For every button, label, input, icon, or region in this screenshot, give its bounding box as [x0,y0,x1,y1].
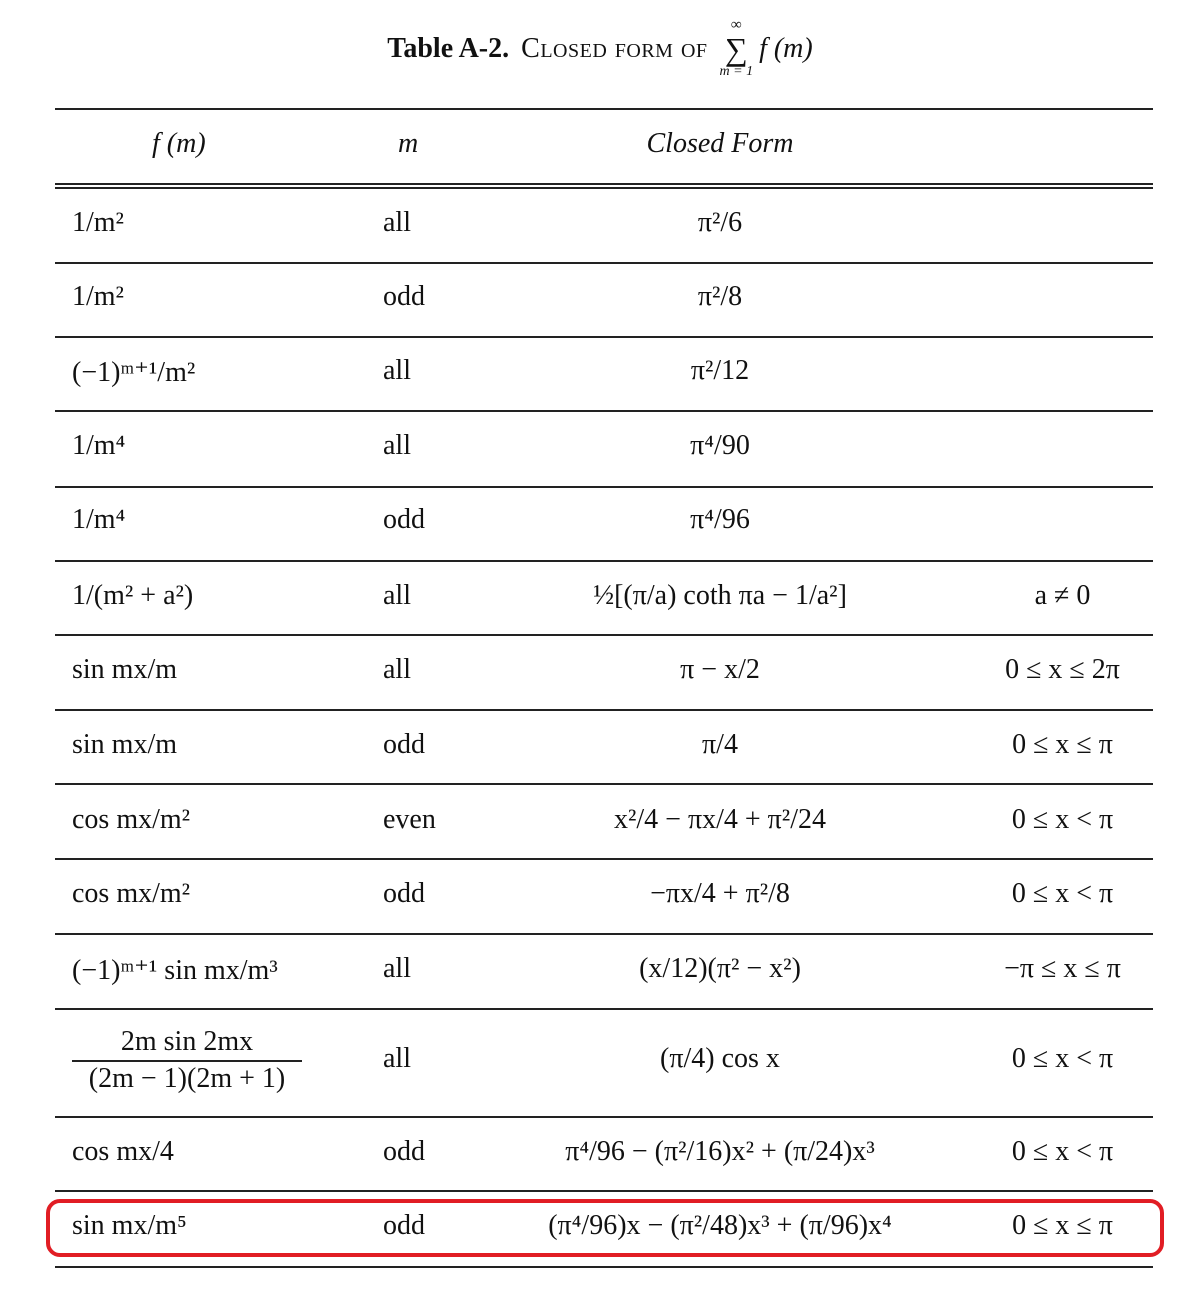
row-8-m: odd [383,729,425,760]
sigma-icon: ∑ [724,31,748,67]
row-9-m: even [383,804,436,835]
row-14-range: 0 ≤ x ≤ π [1012,1210,1113,1241]
row-13-range: 0 ≤ x < π [1011,1136,1114,1167]
row-9-f: cos mx/m² [72,804,191,835]
row-divider [55,858,1153,860]
row-5-closed-form: π⁴/96 [690,504,750,535]
row-10-m: odd [383,878,425,909]
row-6-closed-form: ½[(π/a) coth πa − 1/a²] [593,580,847,611]
row-12-f-denominator: (2m − 1)(2m + 1) [88,1063,286,1094]
top-rule [55,108,1153,110]
row-12-f-numerator: 2m sin 2mx [72,1026,302,1062]
header-m: m [398,128,419,159]
row-divider [55,634,1153,636]
row-divider [55,709,1153,711]
row-13-m: odd [383,1136,425,1167]
row-13-f: cos mx/4 [72,1136,174,1167]
row-1-closed-form: π²/6 [697,207,743,238]
summation-lower-limit: m = 1 [719,64,754,79]
row-11-m: all [383,953,411,984]
row-1-f: 1/m² [72,207,124,238]
row-6-range: a ≠ 0 [1034,580,1091,611]
row-5-m: odd [383,504,425,535]
row-7-closed-form: π − x/2 [680,654,760,685]
row-7-f: sin mx/m [72,654,178,685]
row-8-range: 0 ≤ x ≤ π [1012,729,1113,760]
row-4-m: all [383,430,411,461]
row-11-range: −π ≤ x ≤ π [1004,953,1121,984]
table-label: Table A-2. [387,32,510,64]
row-divider [55,1116,1153,1118]
row-8-closed-form: π/4 [702,729,738,760]
row-5-f: 1/m⁴ [72,504,126,535]
summation-symbol [720,18,754,79]
row-7-m: all [383,654,411,685]
row-12-f-fraction [72,1026,302,1095]
row-divider [55,783,1153,785]
row-12-range: 0 ≤ x < π [1011,1043,1114,1074]
row-divider [55,262,1153,264]
summation-upper-limit: ∞ [730,17,742,33]
row-3-m: all [383,355,411,386]
row-2-m: odd [383,281,425,312]
row-divider [55,933,1153,935]
row-7-range: 0 ≤ x ≤ 2π [1005,654,1120,685]
row-14-closed-form: (π⁴/96)x − (π²/48)x³ + (π/96)x⁴ [548,1210,892,1241]
row-9-closed-form: x²/4 − πx/4 + π²/24 [614,804,826,835]
row-9-range: 0 ≤ x < π [1011,804,1114,835]
row-3-closed-form: π²/12 [690,355,750,386]
row-2-closed-form: π²/8 [697,281,743,312]
row-10-f: cos mx/m² [72,878,191,909]
row-2-f: 1/m² [72,281,124,312]
row-divider [55,1008,1153,1010]
row-12-m: all [383,1043,411,1074]
row-12-closed-form: (π/4) cos x [660,1043,780,1074]
row-13-closed-form: π⁴/96 − (π²/16)x² + (π/24)x³ [565,1136,875,1167]
row-4-f: 1/m⁴ [72,430,126,461]
row-14-m: odd [383,1210,425,1241]
title-function: f (m) [759,32,813,64]
header-double-rule [55,183,1153,189]
row-3-f: (−1)ᵐ⁺¹/m² [72,357,196,388]
title-text: Closed form of [521,32,708,64]
row-14-f: sin mx/m⁵ [72,1210,187,1241]
row-1-m: all [383,207,411,238]
row-6-m: all [383,580,411,611]
row-divider [55,560,1153,562]
row-divider [55,336,1153,338]
row-divider [55,410,1153,412]
header-closed-form: Closed Form [646,128,794,159]
row-divider [55,1190,1153,1192]
row-11-f: (−1)ᵐ⁺¹ sin mx/m³ [72,955,278,986]
row-6-f: 1/(m² + a²) [72,580,194,611]
row-divider [55,486,1153,488]
row-10-closed-form: −πx/4 + π²/8 [650,878,790,909]
table-title [0,18,1200,88]
header-fm: f (m) [152,128,206,159]
row-11-closed-form: (x/12)(π² − x²) [639,953,801,984]
row-10-range: 0 ≤ x < π [1011,878,1114,909]
bottom-rule [55,1266,1153,1268]
row-4-closed-form: π⁴/90 [690,430,750,461]
row-8-f: sin mx/m [72,729,178,760]
